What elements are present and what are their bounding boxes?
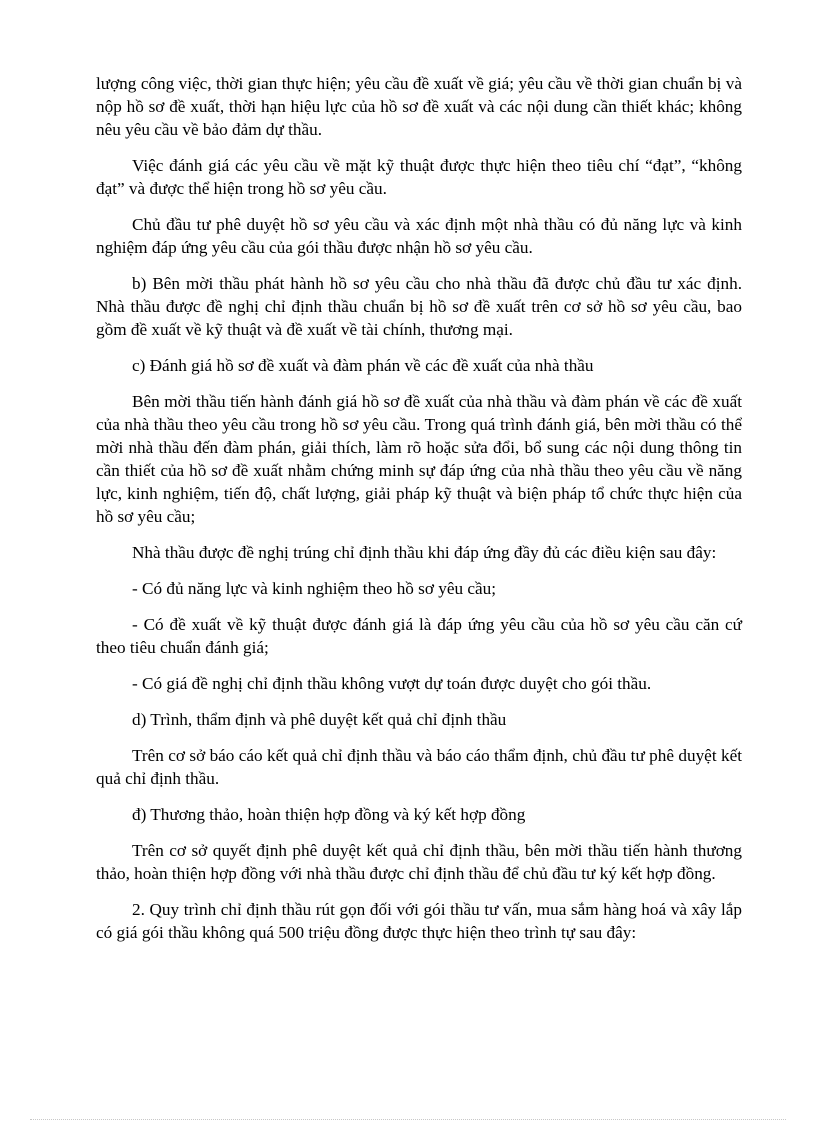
heading-item-c: c) Đánh giá hồ sơ đề xuất và đàm phán về các đề xuất của nhà thầu [132,356,594,375]
heading-item-dd: đ) Thương thảo, hoàn thiện hợp đồng và ký kết hợp đồng [132,805,526,824]
document-page [96,72,742,957]
list-item-price: - Có giá đề nghị chỉ định thầu không vượt dự toán được duyệt cho gói thầu. [132,674,652,693]
paragraph-technical-evaluation: Việc đánh giá các yêu cầu về mặt kỹ thuật được thực hiện theo tiêu chí “đạt”, “không đạt” và được thể hiện trong hồ sơ yêu cầu. [96,156,742,198]
paragraph-item-b: b) Bên mời thầu phát hành hồ sơ yêu cầu cho nhà thầu đã được chủ đầu tư xác định. Nhà thầu được đề nghị chỉ định thầu chuẩn bị hồ sơ đề xuất trên cơ sở hồ sơ yêu cầu, bao gồm đề xuất về kỹ thuật và đề xuất về tài chính, thương mại. [96,274,742,339]
paragraph-continuation: lượng công việc, thời gian thực hiện; yêu cầu đề xuất về giá; yêu cầu về thời gian chuẩn bị và nộp hồ sơ đề xuất, thời hạn hiệu lực của hồ sơ đề xuất và các nội dung cần thiết khác; không nêu yêu cầu về bảo đảm dự thầu. [96,74,742,139]
paragraph-section-2: 2. Quy trình chỉ định thầu rút gọn đối với gói thầu tư vấn, mua sắm hàng hoá và xây lắp có giá gói thầu không quá 500 triệu đồng được thực hiện theo trình tự sau đây: [96,900,742,942]
paragraph-investor-approval: Chủ đầu tư phê duyệt hồ sơ yêu cầu và xác định một nhà thầu có đủ năng lực và kinh nghiệm đáp ứng yêu cầu của gói thầu được nhận hồ sơ yêu cầu. [96,215,742,257]
page-bottom-divider [30,1119,786,1120]
heading-item-d: d) Trình, thẩm định và phê duyệt kết quả chỉ định thầu [132,710,507,729]
list-item-technical-proposal: - Có đề xuất về kỹ thuật được đánh giá là đáp ứng yêu cầu của hồ sơ yêu cầu căn cứ theo tiêu chuẩn đánh giá; [96,615,742,657]
paragraph-contract-negotiation: Trên cơ sở quyết định phê duyệt kết quả chỉ định thầu, bên mời thầu tiến hành thương thảo, hoàn thiện hợp đồng với nhà thầu được chỉ định thầu để chủ đầu tư ký kết hợp đồng. [96,841,742,883]
list-item-capability: - Có đủ năng lực và kinh nghiệm theo hồ sơ yêu cầu; [132,579,496,598]
paragraph-award-conditions: Nhà thầu được đề nghị trúng chỉ định thầu khi đáp ứng đầy đủ các điều kiện sau đây: [132,543,717,562]
paragraph-approval-result: Trên cơ sở báo cáo kết quả chỉ định thầu và báo cáo thẩm định, chủ đầu tư phê duyệt kết quả chỉ định thầu. [96,746,742,788]
paragraph-evaluation-negotiation: Bên mời thầu tiến hành đánh giá hồ sơ đề xuất của nhà thầu và đàm phán về các đề xuất của nhà thầu theo yêu cầu trong hồ sơ yêu cầu. Trong quá trình đánh giá, bên mời thầu có thể mời nhà thầu đến đàm phán, giải thích, làm rõ hoặc sửa đổi, bổ sung các nội dung thông tin cần thiết của hồ sơ đề xuất nhằm chứng minh sự đáp ứng của nhà thầu theo yêu cầu về năng lực, kinh nghiệm, tiến độ, chất lượng, giải pháp kỹ thuật và biện pháp tổ chức thực hiện của hồ sơ yêu cầu; [96,392,742,526]
